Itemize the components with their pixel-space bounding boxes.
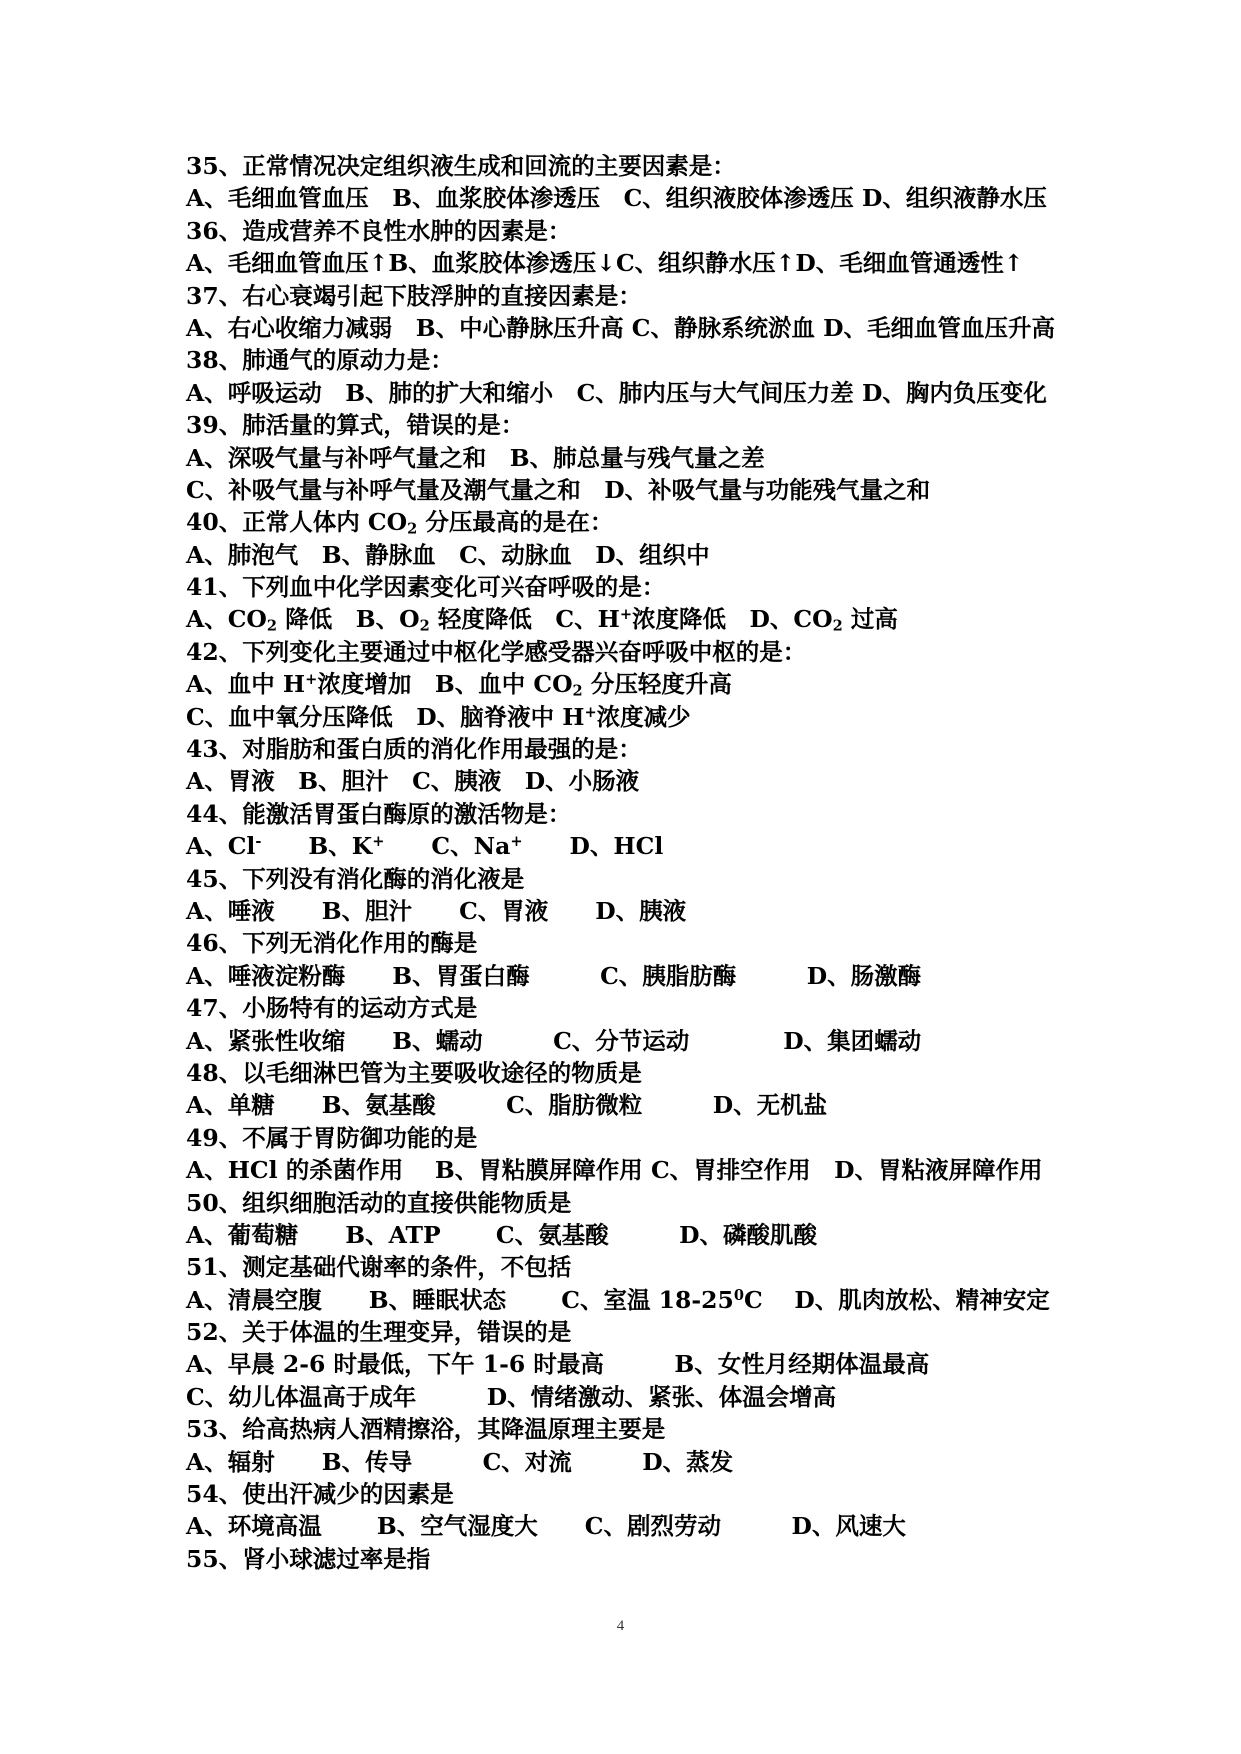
line-text: A、HCl 的杀菌作用 B、胃粘膜屏障作用 C、胃排空作用 D、胃粘液屏障作用	[186, 1156, 1043, 1185]
line-q51-opts	[186, 1284, 1106, 1316]
line-text: 39、肺活量的算式，错误的是：	[186, 411, 525, 440]
line-text: A、右心收缩力减弱 B、中心静脉压升高 C、静脉系统淤血 D、毛细血管血压升高	[186, 313, 1056, 342]
line-q37	[186, 280, 1106, 312]
line-q39-opts-1	[186, 442, 1106, 474]
line-text: 49、不属于胃防御功能的是	[186, 1123, 478, 1152]
line-text-part: 降低 B、O	[277, 605, 420, 634]
line-text-part: 浓度增加 B、血中 CO	[317, 670, 573, 699]
line-text: 38、肺通气的原动力是：	[186, 346, 454, 375]
line-q49-opts	[186, 1154, 1106, 1186]
line-q42-opts-2	[186, 701, 1106, 733]
line-q42-opts-1	[186, 668, 1106, 700]
line-text-part: C D、肌肉放松、精神安定	[743, 1285, 1050, 1314]
line-text: A、呼吸运动 B、肺的扩大和缩小 C、肺内压与大气间压力差 D、胸内负压变化	[186, 378, 1047, 407]
subscript: 2	[419, 618, 430, 636]
line-text-part: 分压轻度升高	[582, 670, 732, 699]
line-text-part: 40、正常人体内 CO	[186, 508, 408, 537]
line-q44	[186, 798, 1106, 830]
line-text: 48、以毛细淋巴管为主要吸收途径的物质是	[186, 1058, 642, 1087]
line-q46-opts	[186, 960, 1106, 992]
line-text: A、胃液 B、胆汁 C、胰液 D、小肠液	[186, 767, 640, 796]
superscript: +	[584, 703, 597, 721]
line-q41-opts	[186, 603, 1106, 635]
line-q47	[186, 992, 1106, 1024]
line-q38-opts	[186, 377, 1106, 409]
line-text: 36、造成营养不良性水肿的因素是：	[186, 216, 572, 245]
superscript: +	[372, 833, 385, 851]
line-text: A、单糖 B、氨基酸 C、脂肪微粒 D、无机盐	[186, 1091, 828, 1120]
line-q44-opts	[186, 830, 1106, 862]
superscript: +	[305, 671, 318, 689]
line-q35-opts	[186, 182, 1106, 214]
line-text: 43、对脂肪和蛋白质的消化作用最强的是：	[186, 735, 642, 764]
line-q45	[186, 863, 1106, 895]
line-q46	[186, 927, 1106, 959]
subscript: 2	[266, 618, 278, 636]
line-q43-opts	[186, 765, 1106, 797]
line-text-part: 分压最高的是在：	[417, 508, 614, 537]
line-q40-opts	[186, 539, 1106, 571]
line-q45-opts	[186, 895, 1106, 927]
line-q50	[186, 1187, 1106, 1219]
line-q54	[186, 1478, 1106, 1510]
line-text-part: B、K	[261, 832, 373, 861]
line-text: C、补吸气量与补呼气量及潮气量之和 D、补吸气量与功能残气量之和	[186, 475, 931, 504]
line-text: A、环境高温 B、空气湿度大 C、剧烈劳动 D、风速大	[186, 1512, 906, 1541]
line-text: A、葡萄糖 B、ATP C、氨基酸 D、磷酸肌酸	[186, 1220, 817, 1249]
line-q43	[186, 733, 1106, 765]
line-text-part: D、HCl	[522, 832, 664, 861]
line-q42	[186, 636, 1106, 668]
line-q50-opts	[186, 1219, 1106, 1251]
line-q37-opts	[186, 312, 1106, 344]
superscript: 0	[733, 1286, 744, 1304]
subscript: 2	[407, 520, 418, 538]
line-text: 35、正常情况决定组织液生成和回流的主要因素是：	[186, 152, 736, 180]
line-q52-opts-1	[186, 1348, 1106, 1380]
line-q39-opts-2	[186, 474, 1106, 506]
subscript: 2	[832, 618, 843, 636]
line-text: 42、下列变化主要通过中枢化学感受器兴奋呼吸中枢的是：	[186, 637, 807, 666]
line-q36	[186, 215, 1106, 247]
line-text: 47、小肠特有的运动方式是	[186, 994, 478, 1023]
line-text: A、紧张性收缩 B、蠕动 C、分节运动 D、集团蠕动	[186, 1026, 922, 1055]
line-text-part: C、血中氧分压降低 D、脑脊液中 H	[186, 702, 585, 731]
line-text: A、唾液 B、胆汁 C、胃液 D、胰液	[186, 896, 687, 925]
line-q41	[186, 571, 1106, 603]
line-text: A、毛细血管血压↑B、血浆胶体渗透压↓C、组织静水压↑D、毛细血管通透性↑	[186, 249, 1024, 278]
line-q49	[186, 1122, 1106, 1154]
line-q35	[186, 150, 1106, 182]
line-q52-opts-2	[186, 1381, 1106, 1413]
line-q54-opts	[186, 1510, 1106, 1542]
line-text: 46、下列无消化作用的酶是	[186, 929, 478, 958]
line-text: 44、能激活胃蛋白酶原的激活物是：	[186, 799, 572, 828]
line-q38	[186, 344, 1106, 376]
line-q48	[186, 1057, 1106, 1089]
line-text-part: A、Cl	[186, 832, 256, 861]
line-q55	[186, 1543, 1106, 1575]
line-text: 41、下列血中化学因素变化可兴奋呼吸的是：	[186, 573, 666, 602]
line-text: 50、组织细胞活动的直接供能物质是	[186, 1188, 572, 1217]
line-q39	[186, 409, 1106, 441]
page-number: 4	[616, 1618, 625, 1634]
line-q51	[186, 1251, 1106, 1283]
superscript: +	[619, 606, 633, 624]
line-text: 37、右心衰竭引起下肢浮肿的直接因素是：	[186, 281, 642, 310]
line-q53-opts	[186, 1446, 1106, 1478]
line-text: A、辐射 B、传导 C、对流 D、蒸发	[186, 1447, 734, 1476]
line-q40	[186, 506, 1106, 538]
line-q48-opts	[186, 1089, 1106, 1121]
line-text: 52、关于体温的生理变异，错误的是	[186, 1318, 572, 1347]
line-text: 45、下列没有消化酶的消化液是	[186, 864, 525, 893]
line-text-part: 轻度降低 C、H	[429, 605, 620, 634]
line-text-part: A、CO	[186, 605, 267, 634]
line-text-part: 浓度降低 D、CO	[632, 605, 833, 634]
line-text-part: C、Na	[384, 832, 511, 861]
line-text-part: A、清晨空腹 B、睡眠状态 C、室温 18-25	[186, 1285, 734, 1314]
line-text: A、毛细血管血压 B、血浆胶体渗透压 C、组织液胶体渗透压 D、组织液静水压	[186, 184, 1047, 213]
line-text: 55、肾小球滤过率是指	[186, 1544, 431, 1573]
line-q53	[186, 1413, 1106, 1445]
question-list	[186, 150, 1106, 1575]
line-q47-opts	[186, 1025, 1106, 1057]
line-text: A、唾液淀粉酶 B、胃蛋白酶 C、胰脂肪酶 D、肠激酶	[186, 961, 922, 990]
subscript: 2	[572, 682, 583, 700]
line-text-part: 浓度减少	[596, 702, 691, 731]
line-text: C、幼儿体温高于成年 D、情绪激动、紧张、体温会增高	[186, 1382, 837, 1411]
line-text: A、深吸气量与补呼气量之和 B、肺总量与残气量之差	[186, 443, 765, 472]
line-text: A、肺泡气 B、静脉血 C、动脉血 D、组织中	[186, 540, 710, 569]
superscript: +	[510, 833, 523, 851]
line-text: 54、使出汗减少的因素是	[186, 1480, 454, 1509]
line-text: 53、给高热病人酒精擦浴，其降温原理主要是	[186, 1415, 666, 1444]
line-text-part: A、血中 H	[186, 670, 306, 699]
superscript: -	[255, 833, 262, 851]
line-text: A、早晨 2-6 时最低，下午 1-6 时最高 B、女性月经期体温最高	[186, 1350, 930, 1379]
line-q52	[186, 1316, 1106, 1348]
line-text-part: 过高	[842, 605, 898, 634]
line-q36-opts	[186, 247, 1106, 279]
line-text: 51、测定基础代谢率的条件，不包括	[186, 1253, 572, 1282]
